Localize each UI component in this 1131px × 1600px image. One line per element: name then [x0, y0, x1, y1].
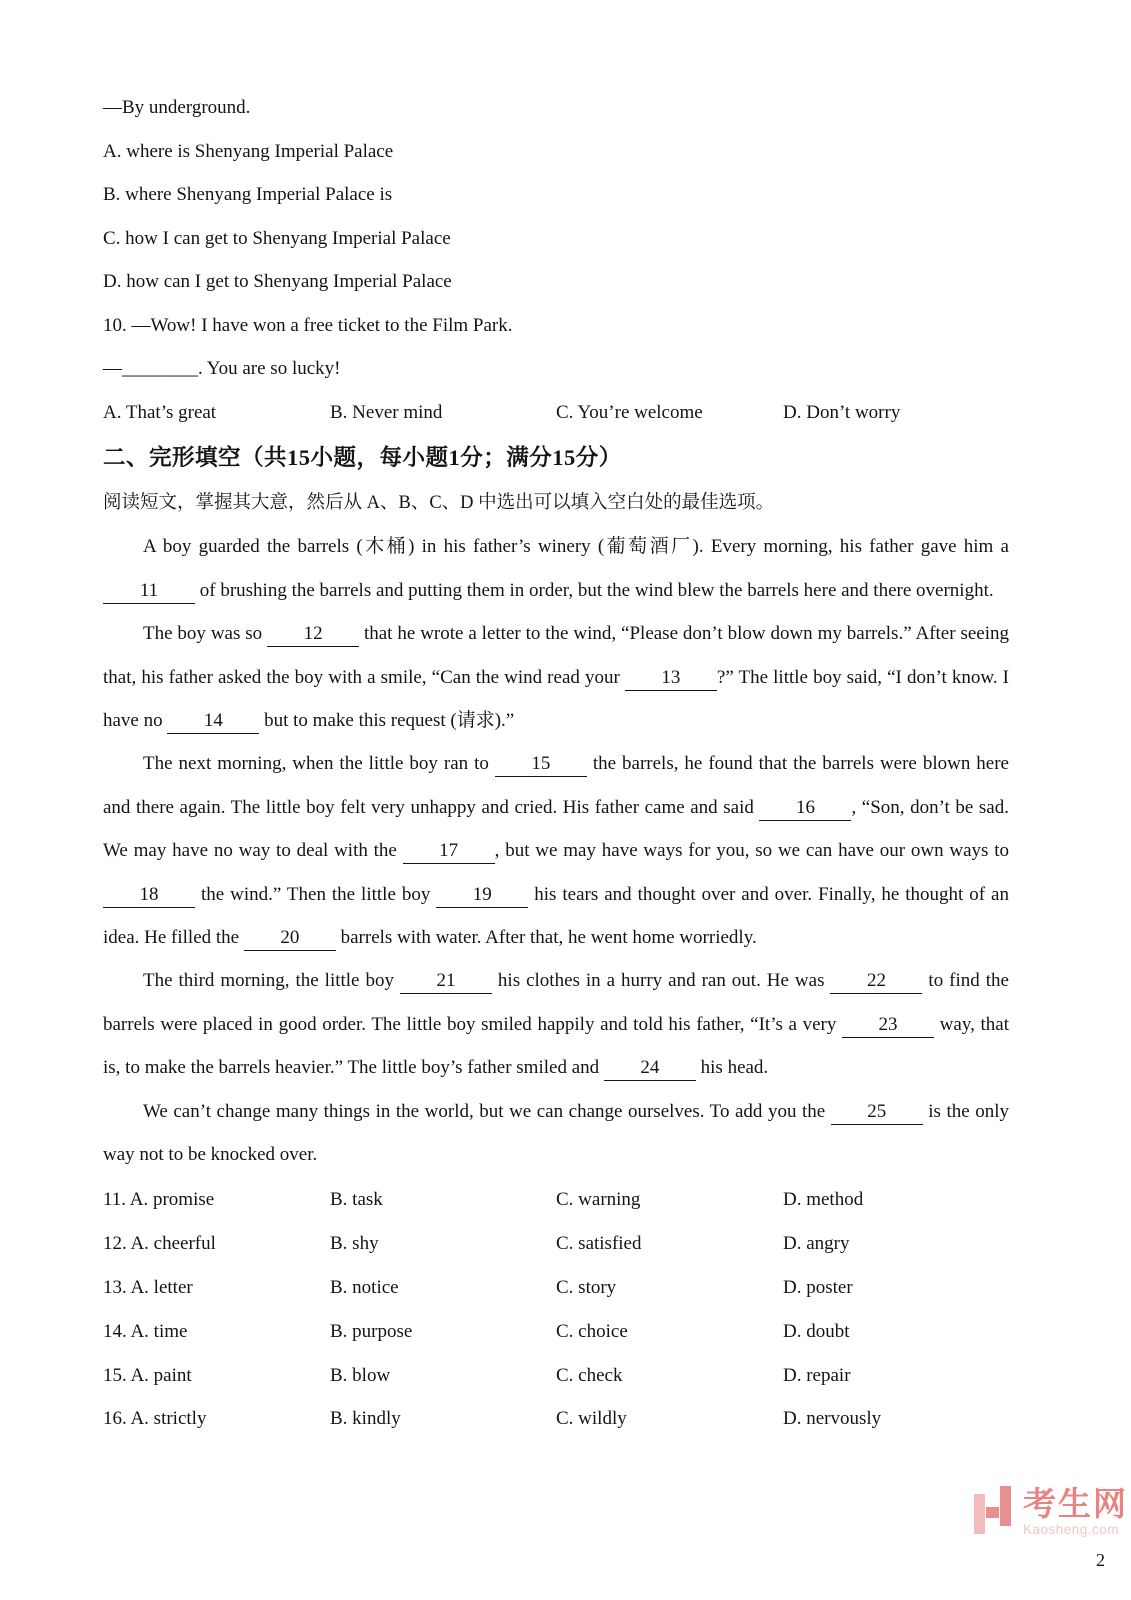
cloze-option: D. repair: [783, 1364, 851, 1386]
cloze-option: B. shy: [330, 1233, 379, 1255]
cloze-paragraph: The third morning, the little boy 21 his clothes in a hurry and ran out. He was 22 to find the barrels were placed in good order. The little boy smiled happily and told his father, “It’s a very 23 way, that is, to make the barrels heavier.” The little boy’s father smiled and 24 his head.: [103, 959, 1009, 1089]
cloze-option: B. kindly: [330, 1408, 401, 1430]
kaosheng-logo-icon: [974, 1486, 1016, 1538]
cloze-blank-24: 24: [604, 1056, 696, 1081]
cloze-blank-15: 15: [495, 752, 587, 777]
cloze-blank-23: 23: [842, 1013, 934, 1038]
cloze-option: D. nervously: [783, 1408, 882, 1430]
cloze-option: D. angry: [783, 1233, 850, 1255]
cloze-option: C. warning: [556, 1189, 641, 1211]
section-instruction: 阅读短文，掌握其大意，然后从 A、B、C、D 中选出可以填入空白处的最佳选项。: [103, 493, 775, 514]
q10-option: A. That’s great: [103, 401, 217, 423]
cloze-options-table: [103, 1178, 1009, 1441]
question-line: —By underground.: [103, 97, 251, 118]
cloze-option-row: [103, 1397, 1009, 1441]
question-line: A. where is Shenyang Imperial Palace: [103, 140, 394, 162]
watermark-brand: 考生网: [1023, 1485, 1128, 1522]
cloze-blank-11: 11: [103, 579, 195, 604]
cloze-option-row: [103, 1310, 1009, 1354]
cloze-option: 14. A. time: [103, 1320, 188, 1342]
watermark-domain: Kaosheng.com: [1023, 1522, 1120, 1537]
cloze-paragraph: The next morning, when the little boy ran to 15 the barrels, he found that the barrels were blown here and there again. The little boy felt very unhappy and cried. His father came and said 16 , “Son, don’t be sad. We may have no way to deal with the 17 , but we may have ways for you, so we can have our own ways to 18 the wind.” Then the little boy 19 his tears and thought over and over. Finally, he thought of an idea. He filled the 20 barrels with water. After that, he went home worriedly.: [103, 742, 1009, 959]
cloze-paragraph: A boy guarded the barrels (木桶) in his father’s winery (葡萄酒厂). Every morning, his father gave him a 11 of brushing the barrels and putting them in order, but the wind blew the barrels here and there overnight.: [103, 525, 1009, 612]
cloze-paragraph: We can’t change many things in the world, but we can change ourselves. To add you the 25 is the only way not to be knocked over.: [103, 1100, 1009, 1165]
cloze-blank-25: 25: [831, 1100, 923, 1125]
cloze-option: D. method: [783, 1189, 864, 1211]
cloze-option-row: [103, 1178, 1009, 1222]
logo-block-mid: [986, 1507, 999, 1518]
cloze-option: C. check: [556, 1364, 623, 1386]
cloze-blank-21: 21: [400, 969, 492, 994]
cloze-passage: [103, 525, 1009, 1176]
cloze-option: 12. A. cheerful: [103, 1233, 216, 1255]
cloze-blank-20: 20: [244, 926, 336, 951]
cloze-blank-17: 17: [403, 839, 495, 864]
cloze-option: B. notice: [330, 1276, 399, 1298]
cloze-option: 13. A. letter: [103, 1276, 193, 1298]
cloze-blank-19: 19: [436, 883, 528, 908]
cloze-blank-12: 12: [267, 622, 359, 647]
cloze-blank-13: 13: [625, 666, 717, 691]
cloze-blank-18: 18: [103, 883, 195, 908]
q10-options-row: [103, 391, 1009, 435]
cloze-option: C. story: [556, 1276, 617, 1298]
question-line: D. how can I get to Shenyang Imperial Palace: [103, 271, 452, 292]
cloze-option-row: [103, 1354, 1009, 1398]
cloze-option: D. poster: [783, 1276, 853, 1298]
question-line: B. where Shenyang Imperial Palace is: [103, 184, 393, 205]
cloze-option-row: [103, 1266, 1009, 1310]
cloze-option: D. doubt: [783, 1320, 850, 1342]
questions-9-10-block: [103, 86, 1009, 391]
cloze-option-row: [103, 1222, 1009, 1266]
section-heading: 二、完形填空（共15小题，每小题1分；满分15分）: [103, 445, 622, 471]
q10-option: B. Never mind: [330, 401, 443, 423]
cloze-paragraph: The boy was so 12 that he wrote a letter to the wind, “Please don’t blow down my barrels.” After seeing that, his father asked the boy with a smile, “Can the wind read your 13 ?” The little boy said, “I don’t know. I have no 14 but to make this request (请求).”: [103, 612, 1009, 742]
q10-option: C. You’re welcome: [556, 401, 703, 423]
question-line: —________. You are so lucky!: [103, 358, 341, 379]
question-line: 10. —Wow! I have won a free ticket to the Film Park.: [103, 314, 513, 336]
watermark: [974, 1486, 1128, 1538]
cloze-blank-14: 14: [167, 709, 259, 734]
page-content: [103, 86, 1009, 1441]
cloze-blank-22: 22: [830, 969, 922, 994]
watermark-text: [1023, 1486, 1128, 1538]
cloze-option: C. choice: [556, 1320, 628, 1342]
cloze-option: 16. A. strictly: [103, 1408, 207, 1430]
cloze-option: B. purpose: [330, 1320, 413, 1342]
page-number: 2: [1096, 1550, 1105, 1570]
cloze-blank-16: 16: [759, 796, 851, 821]
logo-block-right: [1000, 1486, 1011, 1526]
cloze-option: 15. A. paint: [103, 1364, 192, 1386]
q10-option: D. Don’t worry: [783, 401, 901, 423]
cloze-option: C. wildly: [556, 1408, 627, 1430]
question-line: C. how I can get to Shenyang Imperial Palace: [103, 227, 451, 249]
cloze-option: B. task: [330, 1189, 383, 1211]
cloze-option: 11. A. promise: [103, 1189, 215, 1211]
logo-block-left: [974, 1494, 985, 1534]
cloze-option: C. satisfied: [556, 1233, 642, 1255]
cloze-option: B. blow: [330, 1364, 391, 1386]
